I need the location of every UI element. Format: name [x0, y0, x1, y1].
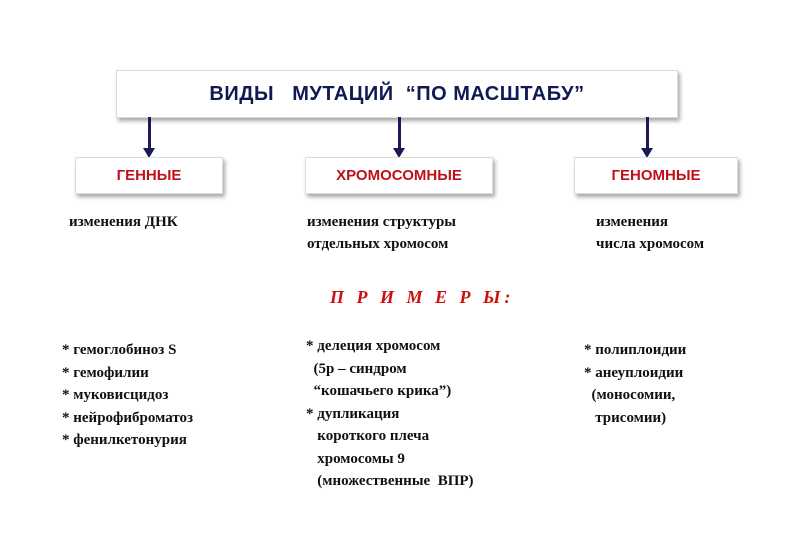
list-item: * гемоглобиноз S	[62, 342, 177, 358]
examples-list-chromosomal	[306, 335, 474, 493]
description-genomic	[596, 211, 704, 255]
arrow-to-chromosomal	[398, 117, 401, 150]
list-item: * нейрофиброматоз	[62, 409, 194, 426]
examples-list-genomic	[584, 339, 686, 429]
list-item: (множественные ВПР)	[306, 473, 474, 489]
diagram-title: ВИДЫ МУТАЦИЙ “ПО МАСШТАБУ”	[116, 70, 678, 118]
description-line: изменения	[596, 214, 669, 230]
list-item: короткого плеча	[306, 428, 430, 444]
list-item: * фенилкетонурия	[62, 432, 187, 448]
list-item: * делеция хромосом	[306, 338, 441, 354]
description-line: изменения структуры	[307, 214, 457, 230]
category-genomic: ГЕНОМНЫЕ	[574, 157, 738, 194]
description-line: изменения ДНК	[69, 214, 178, 230]
examples-heading: П Р И М Е Р Ы:	[330, 287, 515, 307]
list-item: “кошачьего крика”)	[306, 383, 452, 399]
description-chromosomal	[307, 211, 456, 255]
list-item: хромосомы 9	[306, 450, 405, 467]
description-line: числа хромосом	[596, 236, 705, 252]
list-item: * муковисцидоз	[62, 387, 169, 403]
description-gene	[69, 211, 178, 233]
description-line: отдельных хромосом	[307, 236, 449, 252]
arrow-to-gene	[148, 117, 151, 150]
arrow-to-genomic	[646, 117, 649, 150]
list-item: (моносомии,	[584, 387, 676, 403]
list-item: * анеуплоидии	[584, 364, 684, 381]
list-item: (5р – синдром	[306, 360, 407, 377]
list-item: * полиплоидии	[584, 342, 687, 358]
list-item: * гемофилии	[62, 364, 149, 381]
list-item: * дупликация	[306, 405, 400, 422]
category-gene: ГЕННЫЕ	[75, 157, 223, 194]
examples-list-gene	[62, 339, 193, 452]
category-chromosomal: ХРОМОСОМНЫЕ	[305, 157, 493, 194]
list-item: трисомии)	[584, 409, 667, 426]
